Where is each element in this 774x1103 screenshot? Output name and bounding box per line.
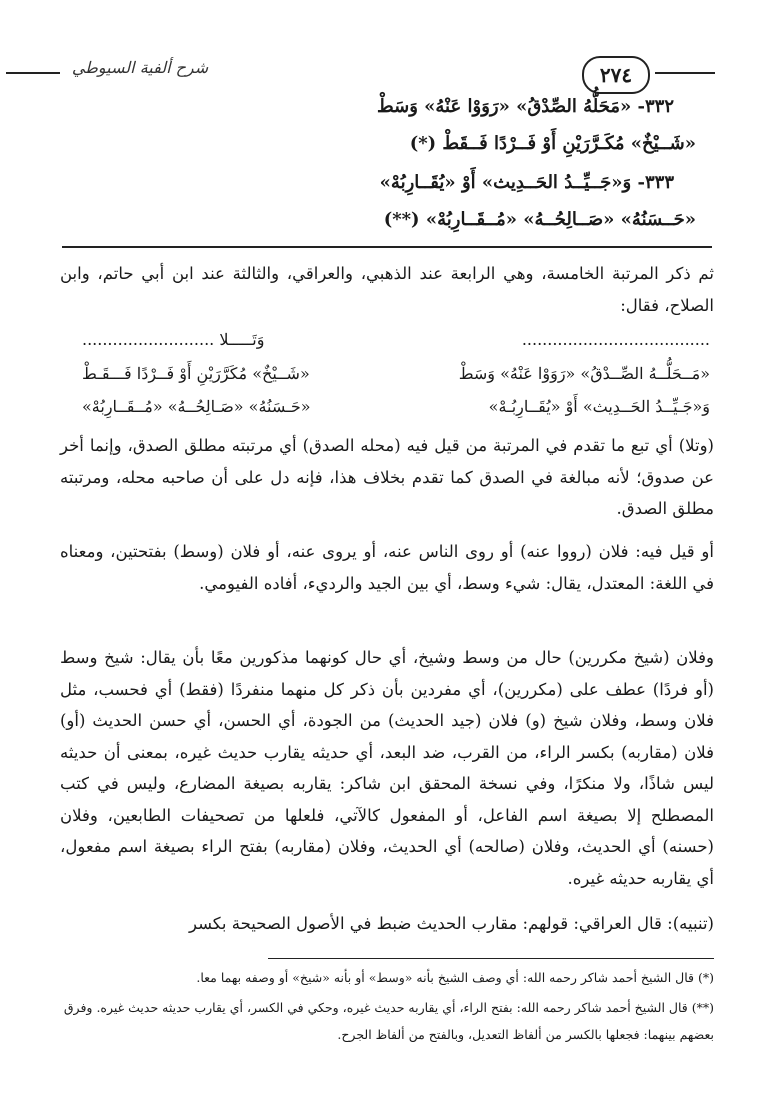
body-paragraph: أو قيل فيه: فلان (رووا عنه) أو روى الناس عنه، أو يروى عنه، أو فلان (وسط) بفتحتين، ومعناه في اللغة: المعتدل، يقال: شيء وسط، أي بين الجيد والرديء، أفاده الفيومي.	[60, 542, 714, 593]
verse-line: ٣٣٣- وَ«جَــيِّــدُ الحَــدِيث» أَوْ «يُقَــارِبُهْ»	[379, 172, 674, 193]
footnote-separator	[268, 958, 714, 959]
poem-right-line: «مَــحَلُّــهُ الصِّــدْقُ» «رَوَوْا عَنْهُ» وَسَطْ	[458, 364, 710, 383]
verse-line: «حَــسَنُهُ» «صَــالِحُــهُ» «مُــقَــارِبُهْ» (**)	[383, 209, 696, 230]
body-paragraph: (وتلا) أي تبع ما تقدم في المرتبة من قيل فيه (محله الصدق) أي مرتبته مطلق الصدق، وإنما أخر عن صدوق؛ لأنه مبالغة في الصدق كما تقدم بخلاف هذا، فإنه دل على أن صاحبه محله، ومرتبته مطلق الصدق.	[60, 436, 714, 518]
poem-left-line: «حَـسَنُهُ» «صَـالِحُــهُ» «مُــقَــارِبُهْ»	[82, 397, 311, 416]
poem-right-line: وَ«جَـيِّــدُ الحَــدِيث» أَوْ «يُقَــارِبُـهْ»	[488, 397, 710, 416]
verse-line: «شَــيْخٌ» مُكَـرَّرَيْنِ أَوْ فَــرْدًا فَــقَطْ (*)	[409, 133, 696, 154]
verse-line: ٣٣٢- «مَحَلُّهُ الصِّدْقُ» «رَوَوْا عَنْهُ» وَسَطْ	[377, 96, 674, 117]
poem-right-line: .....................................	[521, 330, 710, 349]
intro-paragraph: ثم ذكر المرتبة الخامسة، وهي الرابعة عند الذهبي، والعراقي، والثالثة عند ابن أبي حاتم، وابن الصلاح، فقال:	[60, 264, 714, 315]
header-rule-left	[6, 72, 60, 74]
header-rule-right	[655, 72, 715, 74]
footnote: (**) قال الشيخ أحمد شاكر رحمه الله: بفتح الراء، أي يقاربه حديث غيره، وحكي في الكسر، أي يقارب حديثه حديث غيره. وفرق بعضهم بينهما: فجعلها بالكسر من ألفاظ التعديل، وبالفتح من ألفاظ الجرح.	[63, 1000, 714, 1042]
body-paragraph: وفلان (شيخ مكررين) حال من وسط وشيخ، أي حال كونهما مذكورين معًا بأن يقال: شيخ وسط (أو فردًا) عطف على (مكررين)، أي مفردين بأن ذكر كل منهما منفردًا (فقط) أي فحسب، مثل فلان وسط، وفلان شيخ (و) فلان (جيد الحديث) من الجودة، أي الحسن، أي حسن الحديث (أو) فلان (مقاربه) بكسر الراء، من القرب، ضد البعد، أي حديثه يقارب حديث غيره، بمعنى أن حديثه ليس شاذًا، ولا منكرًا، وفي نسخة المحقق ابن شاكر: يقاربه بصيغة المضارع، وليس في كتب المصطلح إلا بصيغة اسم الفاعل، أو المفعول كالآتي، فلعلها من تصحيفات الطابعين، وفلان (حسنه) أي الحديث، وفلان (صالحه) أي الحديث، وفلان (مقاربه) بفتح الراء بصيغة اسم مفعول، أي يقاربه حديثه غيره.	[60, 648, 714, 888]
body-paragraph: (تنبيه): قال العراقي: قولهم: مقارب الحديث ضبط في الأصول الصحيحة بكسر	[188, 914, 714, 933]
poem-left-line: وَتَـــــلا ..........................	[82, 330, 265, 349]
footnote: (*) قال الشيخ أحمد شاكر رحمه الله: أي وصف الشيخ بأنه «وسط» أو بأنه «شيخ» أو وصفه بهما معا.	[196, 970, 714, 985]
page-number: ٢٧٤	[582, 56, 650, 94]
poem-left-line: «شَــيْخٌ» مُكَرَّرَيْنِ أَوْ فَــرْدًا فَـــقَـطْ	[82, 364, 310, 383]
running-title: شرح ألفية السيوطي	[71, 58, 209, 77]
header-separator	[62, 246, 712, 248]
